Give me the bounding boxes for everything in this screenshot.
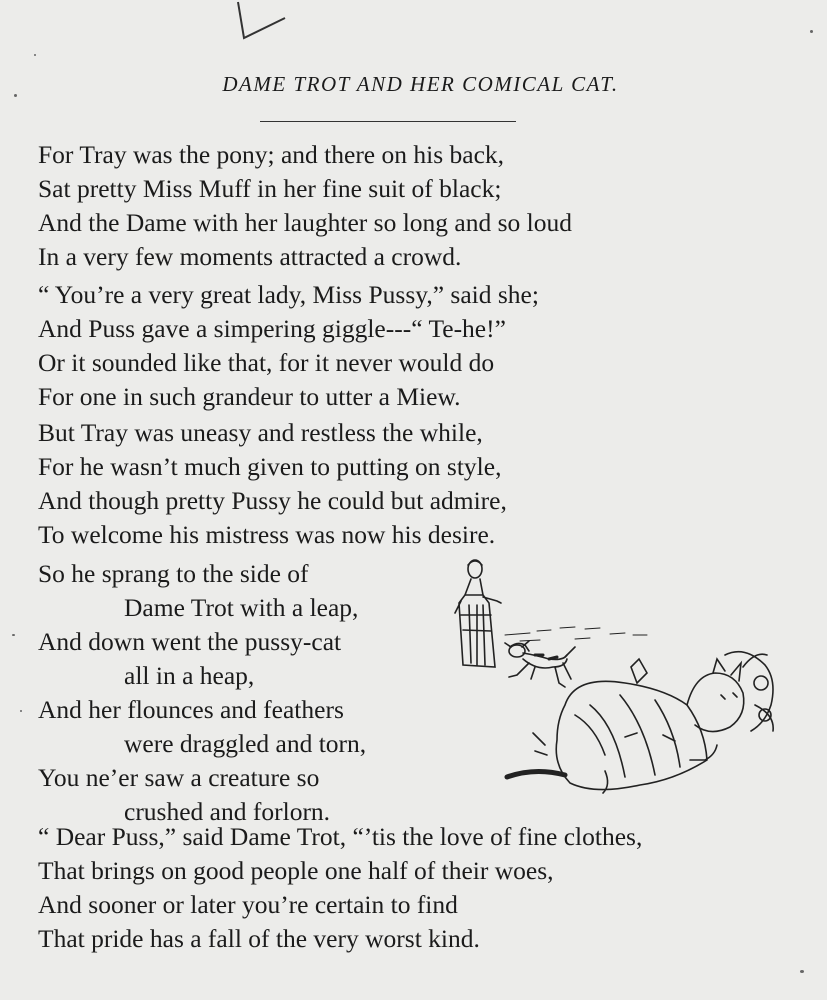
paper-speck [800, 970, 804, 973]
stanza-line: all in a heap, [124, 661, 255, 690]
dame-trot-figure [455, 560, 501, 667]
stanza-4 [38, 557, 366, 829]
stanza-line: And the Dame with her laughter so long and so loud [38, 208, 572, 237]
stanza-line: And sooner or later you’re certain to find [38, 890, 458, 919]
stanza-line: For Tray was the pony; and there on his back, [38, 140, 505, 169]
stanza-line: Sat pretty Miss Muff in her fine suit of black; [38, 174, 502, 203]
motion-lines [505, 627, 647, 641]
stanza-line: crushed and forlorn. [124, 797, 331, 826]
stanza-line: So he sprang to the side of [38, 559, 309, 588]
stanza-line: Dame Trot with a leap, [124, 593, 359, 622]
stanza-line: And her flounces and feathers [38, 695, 344, 724]
paper-speck [14, 94, 17, 97]
paper-tear-mark [230, 0, 320, 45]
stanza-line: For he wasn’t much given to putting on style, [38, 452, 502, 481]
paper-speck [20, 710, 22, 712]
stanza-line: For one in such grandeur to utter a Miew. [38, 382, 461, 411]
stanza-line: That brings on good people one half of their woes, [38, 856, 554, 885]
illustration-dame-dog-cat [425, 555, 790, 810]
stanza-line: “ Dear Puss,” said Dame Trot, “’tis the love of fine clothes, [38, 822, 643, 851]
stanza-line: And down went the pussy-cat [38, 627, 342, 656]
stanza-1 [38, 138, 572, 274]
stanza-line: And Puss gave a simpering giggle---“ Te-he!” [38, 314, 506, 343]
paper-speck [34, 54, 36, 56]
stanza-2 [38, 278, 539, 414]
stanza-line: But Tray was uneasy and restless the while, [38, 418, 483, 447]
page-title: DAME TROT AND HER COMICAL CAT. [222, 72, 619, 96]
stanza-3 [38, 416, 507, 552]
paper-speck [810, 30, 813, 33]
fallen-cat-figure [507, 652, 773, 793]
stanza-line: And though pretty Pussy he could but admire, [38, 486, 507, 515]
stanza-line: were draggled and torn, [124, 729, 367, 758]
stanza-line: “ You’re a very great lady, Miss Pussy,” said she; [38, 280, 539, 309]
paper-speck [12, 634, 15, 636]
stanza-line: In a very few moments attracted a crowd. [38, 242, 462, 271]
stanza-line: That pride has a fall of the very worst kind. [38, 924, 480, 953]
stanza-5 [38, 820, 642, 956]
dog-tray-figure [505, 641, 575, 687]
stanza-line: Or it sounded like that, for it never would do [38, 348, 495, 377]
stanza-line: You ne’er saw a creature so [38, 763, 320, 792]
stanza-line: To welcome his mistress was now his desire. [38, 520, 496, 549]
title-rule [260, 121, 516, 122]
